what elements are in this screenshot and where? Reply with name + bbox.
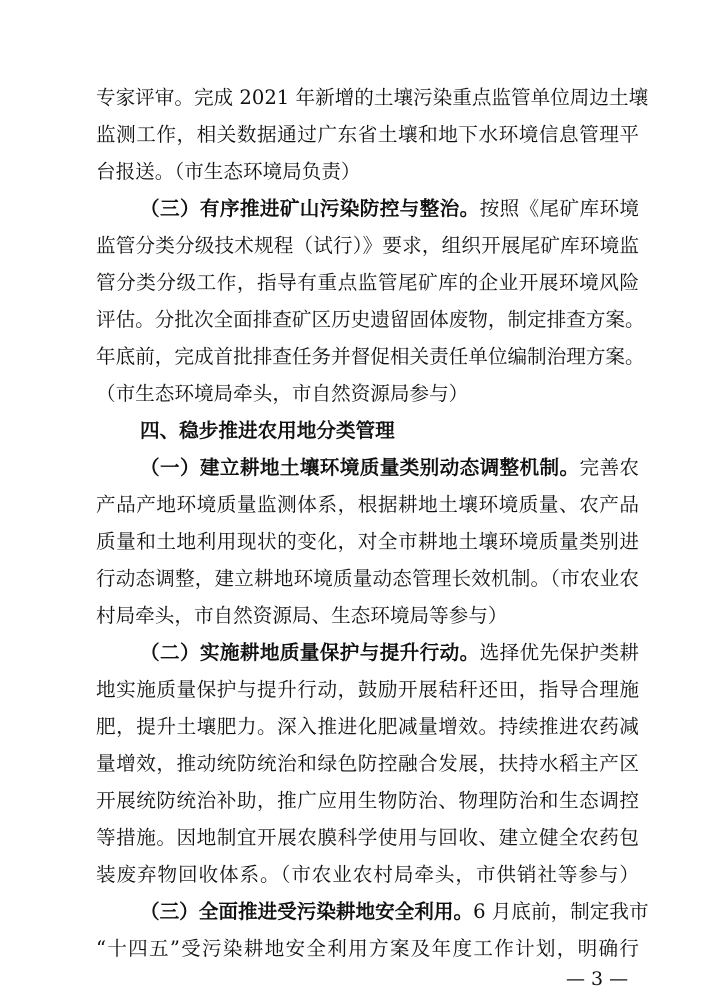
- body-line: 台报送。（市生态环境局负责）: [96, 160, 361, 183]
- body-line: 监管分类分级技术规程（试行）》要求，组织开展尾矿库环境监: [96, 234, 639, 257]
- section-lead: （二）实施耕地质量保护与提升行动。: [140, 641, 480, 664]
- body-line: 行动态调整，建立耕地环境质量动态管理长效机制。（市农业农: [96, 567, 639, 590]
- body-line: 村局牵头，市自然资源局、生态环境局等参与）: [96, 604, 508, 627]
- body-line: （市生态环境局牵头，市自然资源局参与）: [96, 382, 469, 405]
- body-line: 管分类分级工作，指导有重点监管尾矿库的企业开展环境风险: [96, 271, 639, 294]
- body-line: 等措施。因地制宜开展农膜科学使用与回收、建立健全农药包: [96, 826, 639, 849]
- body-line: 量增效，推动统防统治和绿色防控融合发展，扶持水稻主产区: [96, 752, 639, 775]
- body-line: 开展统防统治补助，推广应用生物防治、物理防治和生态调控: [96, 789, 639, 812]
- body-line: 评估。分批次全面排查矿区历史遗留固体废物，制定排查方案。: [96, 308, 645, 331]
- body-line: 装废弃物回收体系。（市农业农村局牵头，市供销社等参与）: [96, 863, 639, 886]
- page-number: — 3 —: [566, 968, 629, 990]
- section-lead-line: （三）有序推进矿山污染防控与整治。按照《尾矿库环境: [140, 197, 640, 220]
- body-line: 地实施质量保护与提升行动，鼓励开展秸秆还田，指导合理施: [96, 678, 639, 701]
- section-heading: 四、稳步推进农用地分类管理: [140, 419, 395, 442]
- body-line: 年底前，完成首批排查任务并督促相关责任单位编制治理方案。: [96, 345, 645, 368]
- section-lead-line: （二）实施耕地质量保护与提升行动。选择优先保护类耕: [140, 641, 640, 664]
- section-lead: （三）全面推进受污染耕地安全利用。: [140, 900, 474, 923]
- body-line: 产品产地环境质量监测体系，根据耕地土壤环境质量、农产品: [96, 493, 639, 516]
- body-line: “十四五”受污染耕地安全利用方案及年度工作计划，明确行: [96, 937, 639, 960]
- section-lead-line: （三）全面推进受污染耕地安全利用。6 月底前，制定我市: [140, 900, 649, 923]
- section-lead-line: （一）建立耕地土壤环境质量类别动态调整机制。完善农: [140, 456, 640, 479]
- body-line: 质量和土地利用现状的变化，对全市耕地土壤环境质量类别进: [96, 530, 639, 553]
- body-line: 肥，提升土壤肥力。深入推进化肥减量增效。持续推进农药减: [96, 715, 639, 738]
- section-lead: （一）建立耕地土壤环境质量类别动态调整机制。: [140, 456, 580, 479]
- section-lead: （三）有序推进矿山污染防控与整治。: [140, 197, 480, 220]
- body-line: 监测工作，相关数据通过广东省土壤和地下水环境信息管理平: [96, 123, 639, 146]
- body-line: 专家评审。完成 2021 年新增的土壤污染重点监管单位周边土壤: [96, 86, 649, 109]
